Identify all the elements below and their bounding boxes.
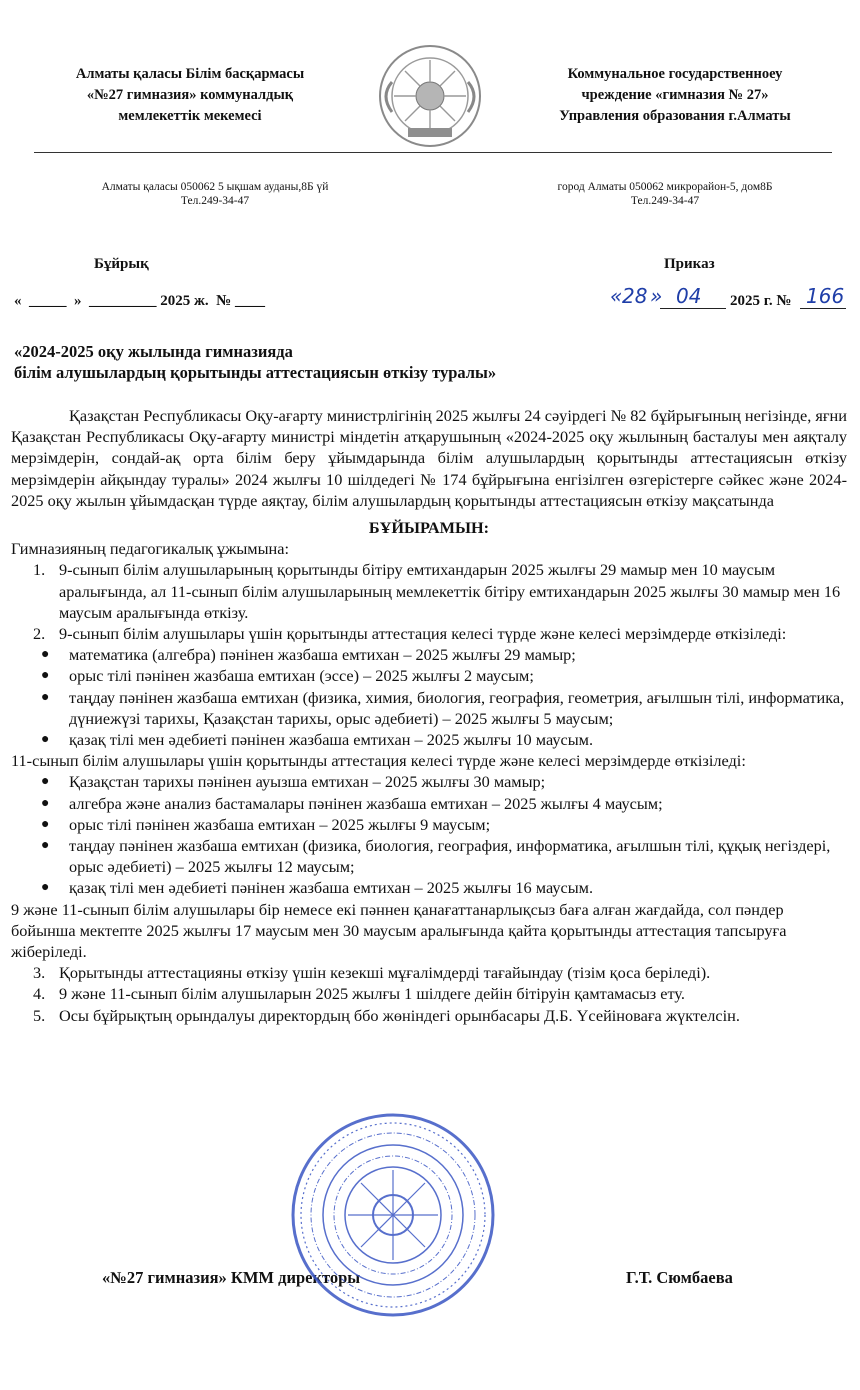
item-number-1: 1. (33, 560, 46, 580)
order-date-kz: « _____ » _________ 2025 ж. № ____ (14, 293, 265, 309)
item-text-2: 9-сынып білім алушылары үшін қорытынды аттестация келесі түрде және келесі мерзімдерде өткізіледі: (59, 624, 787, 644)
bullet-dot-icon: ● (41, 647, 50, 663)
ru-month-underline (660, 308, 726, 309)
ru-number-underline (800, 308, 846, 309)
item-number-3: 3. (33, 963, 46, 983)
ru-date-month: 04 (676, 284, 702, 308)
header-right-line-3: Управления образования г.Алматы (559, 108, 791, 124)
document-title (14, 341, 834, 383)
order-date-ru (610, 280, 850, 320)
bullet-dot-icon: ● (41, 689, 50, 705)
ru-date-day: 28 (622, 284, 648, 308)
address-right-line-1: город Алматы 050062 микрорайон-5, дом8Б (557, 181, 773, 193)
address-left (60, 180, 370, 208)
header-left-line-1: Алматы қаласы Білім басқармасы (75, 66, 305, 82)
document-body (11, 405, 847, 1026)
title-line-1: «2024-2025 оқу жылында гимназияда (14, 342, 293, 361)
bullet-9-1: ● математика (алгебра) пәнінен жазбаша емтихан – 2025 жылғы 29 мамыр; (41, 645, 576, 665)
ru-date-close-quote: » (650, 284, 663, 308)
bullet-11-5: ● қазақ тілі мен әдебиеті пәнінен жазбаша емтихан – 2025 жылғы 16 маусым. (41, 878, 594, 898)
addressee: Гимназияның педагогикалық ұжымына: (11, 539, 289, 559)
list-item-2 (11, 623, 847, 644)
address-right (500, 180, 830, 208)
item-text-1: 9-сынып білім алушыларының қорытынды бітіру емтихандарын 2025 жылғы 29 мамыр мен 10 маусым аралығында, ал 11-сынып білім алушыларының мемлекеттік бітіру емтихандарын 2025 жылғы 30 мамыр мен 16 маусым аралығында өткізу. (59, 560, 841, 622)
bullet-dot-icon: ● (41, 795, 50, 811)
order-label-kz: Бұйрық (94, 256, 149, 272)
list-item-1 (11, 559, 847, 623)
ru-date-open-quote: « (610, 284, 623, 308)
address-left-line-2: Тел.249-34-47 (180, 195, 250, 207)
item-text-3: Қорытынды аттестацияны өткізу үшін кезекші мұғалімдерді тағайындау (тізім қоса беріледі). (59, 963, 711, 983)
bullet-9-2: ● орыс тілі пәнінен жазбаша емтихан (эссе) – 2025 жылғы 2 маусым; (41, 666, 534, 686)
bullet-dot-icon: ● (41, 838, 50, 854)
header-right-line-1: Коммунальное государственноеу (567, 66, 783, 82)
decree-heading: БҰЙЫРАМЫН: (368, 518, 490, 538)
bullet-dot-icon: ● (41, 816, 50, 832)
bullet-dot-icon: ● (41, 732, 50, 748)
bullet-dot-icon: ● (41, 880, 50, 896)
item-text-4: 9 және 11-сынып білім алушыларын 2025 жылғы 1 шілдеге дейін бітіруін қамтамасыз ету. (59, 984, 685, 1004)
grade11-intro: 11-сынып білім алушылары үшін қорытынды аттестация келесі түрде және келесі мерзімдерде өткізіледі: (11, 751, 746, 771)
list-item-3 (11, 962, 847, 983)
signature-name: Г.Т. Сюмбаева (626, 1268, 733, 1287)
ru-order-number: 166 (806, 284, 845, 308)
header-left-line-3: мемлекеттік мекемесі (118, 108, 262, 124)
item-number-4: 4. (33, 984, 46, 1004)
item-number-5: 5. (33, 1005, 46, 1025)
address-left-line-1: Алматы қаласы 050062 5 ықшам ауданы,8Б үй (101, 181, 329, 193)
intro-paragraph: Қазақстан Республикасы Оқу-ағарту министрлігінің 2025 жылғы 24 сәуірдегі № 82 бұйрығының негізінде, яғни Қазақстан Республикасы Оқу-ағарту министрі міндетін атқарушының «2024-2025 оқу жылының басталуы мен аяқталу мерзімдерін, сондай-ақ орта білім беру ұйымдарында білім алушылардың қорытынды аттестациясын өткізу мерзімдерін айқындау туралы» 2024 жылғы 10 шілдедегі № 174 бұйрығына енгізілген өзгерістерге сәйкес және 2024-2025 оқу жылын ұйымдасқан түрде аяқтау, білім алушылардың қорытынды аттестациясын өткізу мақсатында (11, 406, 847, 510)
order-label-ru: Приказ (664, 256, 715, 272)
bullet-11-3: ● орыс тілі пәнінен жазбаша емтихан – 2025 жылғы 9 маусым; (41, 814, 491, 834)
address-right-line-2: Тел.249-34-47 (630, 195, 700, 207)
bullet-9-4: ● қазақ тілі мен әдебиеті пәнінен жазбаша емтихан – 2025 жылғы 10 маусым. (41, 730, 594, 750)
bullet-9-3: ● таңдау пәнінен жазбаша емтихан (физика, химия, биология, география, геометрия, ағылшын тілі, информатика, дүниежүзі тарихы, Қазақстан тарихы, орыс әдебиеті) – 2025 жылғы 5 маусым; (41, 687, 845, 728)
header-divider (34, 152, 832, 153)
signature-position: «№27 гимназия» КММ директоры (102, 1268, 361, 1287)
round-seal-stamp-icon (288, 1110, 498, 1320)
item-text-5: Осы бұйрықтың орындалуы директордың ббо жөніндегі орынбасары Д.Б. Үсейіноваға жүктелсін. (59, 1005, 740, 1025)
header-right-block (520, 64, 830, 127)
bullet-11-4: ● таңдау пәнінен жазбаша емтихан (физика, биология, география, информатика, ағылшын тілі, құқық негіздері, орыс әдебиеті) – 2025 жылғы 12 маусым; (41, 836, 831, 877)
retake-paragraph: 9 және 11-сынып білім алушылары бір немесе екі пәннен қанағаттанарлықсыз баға алған жағдайда, сол пәндер бойынша мектепте 2025 жылғы 17 маусым мен 30 маусым аралығында қайта қорытынды аттестация тапсыруға жіберіледі. (11, 899, 787, 962)
item-number-2: 2. (33, 624, 46, 644)
header-right-line-2: чреждение «гимназия № 27» (581, 87, 769, 103)
ru-date-year: 2025 г. № (730, 293, 792, 309)
list-item-4 (11, 983, 847, 1004)
bullet-dot-icon: ● (41, 774, 50, 790)
bullet-11-2: ● алгебра және анализ бастамалары пәнінен жазбаша емтихан – 2025 жылғы 4 маусым; (41, 793, 663, 813)
title-line-2: білім алушылардың қорытынды аттестациясын өткізу туралы» (14, 363, 497, 382)
header-left-line-2: «№27 гимназия» коммуналдық (86, 87, 294, 103)
state-emblem-icon (370, 42, 490, 150)
header-left-block (40, 64, 340, 127)
list-item-5 (11, 1005, 847, 1026)
bullet-11-1: ● Қазақстан тарихы пәнінен ауызша емтихан – 2025 жылғы 30 мамыр; (41, 772, 546, 792)
bullet-dot-icon: ● (41, 668, 50, 684)
